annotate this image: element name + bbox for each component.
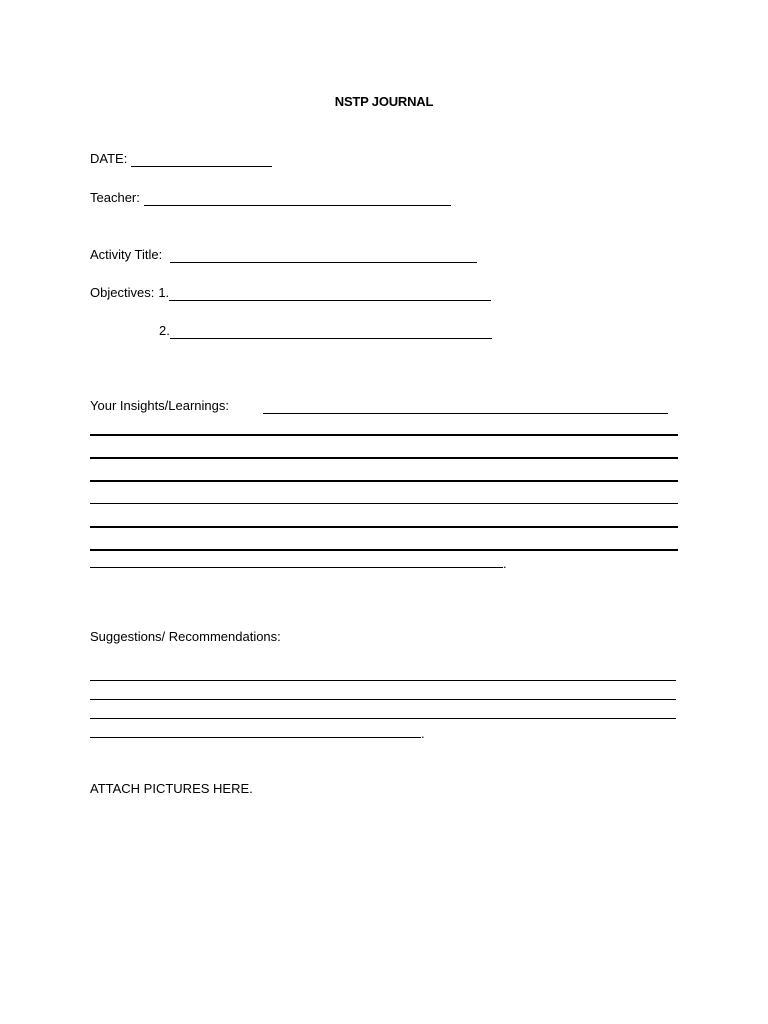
insights-last-line[interactable]: [90, 567, 503, 568]
activity-title-field: [90, 247, 477, 263]
date-label: DATE:: [90, 151, 128, 166]
suggestions-end-mark: .: [421, 726, 425, 741]
objective-2-field: [159, 323, 492, 339]
teacher-label: Teacher:: [90, 190, 140, 205]
objectives-label: Objectives:: [90, 285, 155, 300]
objective-1-number: 1.: [158, 285, 170, 300]
insights-first-blank[interactable]: [263, 400, 668, 414]
insights-line-5[interactable]: [90, 526, 678, 528]
insights-line-4[interactable]: [90, 503, 678, 504]
insights-label: Your Insights/Learnings:: [90, 398, 230, 413]
suggestions-line-2[interactable]: [90, 699, 676, 700]
insights-field: [90, 398, 668, 414]
date-blank[interactable]: [131, 153, 272, 167]
activity-title-blank[interactable]: [170, 249, 477, 263]
suggestions-label: Suggestions/ Recommendations:: [90, 629, 281, 644]
suggestions-line-1[interactable]: [90, 680, 676, 681]
page-title: NSTP JOURNAL: [334, 94, 434, 109]
insights-line-1[interactable]: [90, 434, 678, 436]
suggestions-last-line[interactable]: [90, 737, 421, 738]
attach-pictures-label: ATTACH PICTURES HERE.: [90, 781, 253, 796]
insights-line-2[interactable]: [90, 457, 678, 459]
insights-line-3[interactable]: [90, 480, 678, 482]
insights-end-mark: .: [503, 556, 507, 571]
teacher-field: [90, 190, 451, 206]
objective-1-field: [90, 285, 491, 301]
objective-1-blank[interactable]: [169, 287, 491, 301]
objective-2-number: 2.: [159, 323, 170, 338]
insights-line-6[interactable]: [90, 549, 678, 551]
suggestions-line-3[interactable]: [90, 718, 676, 719]
date-field: [90, 151, 272, 167]
activity-title-label: Activity Title:: [90, 247, 163, 262]
objective-2-blank[interactable]: [170, 325, 492, 339]
teacher-blank[interactable]: [144, 192, 451, 206]
